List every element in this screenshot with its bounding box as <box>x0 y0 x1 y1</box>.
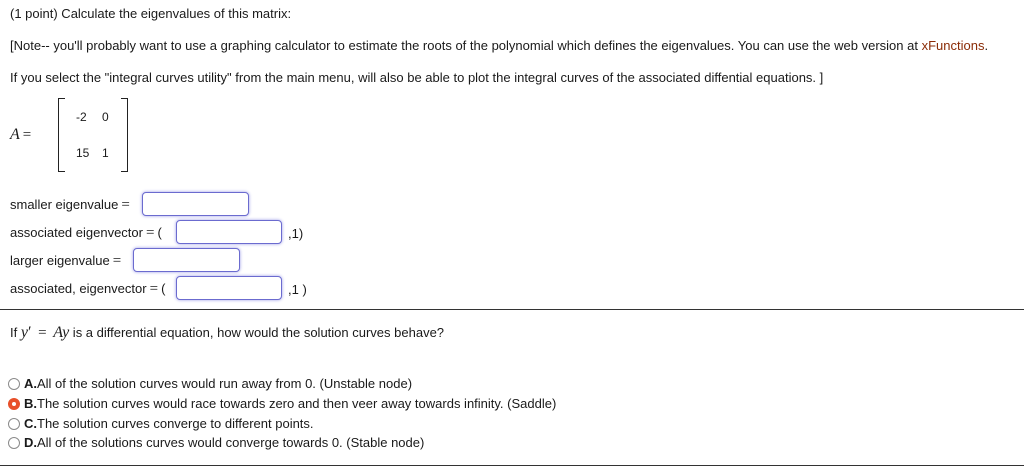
bottom-divider <box>0 465 1024 466</box>
option-d-letter: D. <box>24 435 37 450</box>
matrix-cell-r1c2: 0 <box>102 110 109 124</box>
smaller-equals: = <box>121 197 130 213</box>
eigenvector-1-label <box>10 225 162 242</box>
eigenvector-2-input[interactable] <box>176 276 282 300</box>
eigenvector-1-open-paren: ( <box>157 225 162 240</box>
eigenvector-1-text: associated eigenvector <box>10 225 143 240</box>
matrix-cell-r2c2: 1 <box>102 146 109 160</box>
question-rest: is a differential equation, how would the solution curves behave? <box>69 325 445 340</box>
eigenvector-2-equals: = <box>149 281 159 297</box>
matrix-equals: = <box>22 127 32 143</box>
option-b[interactable] <box>8 396 556 411</box>
eigenvector-1-equals: = <box>145 225 155 241</box>
matrix-right-bracket <box>121 98 128 172</box>
section-divider <box>0 309 1024 310</box>
option-a-text: All of the solution curves would run away from 0. (Unstable node) <box>37 376 413 391</box>
option-c-text: The solution curves converge to different points. <box>37 416 314 431</box>
note-period: . <box>984 38 989 53</box>
question-text <box>10 324 444 342</box>
larger-eigenvalue-label <box>10 253 124 270</box>
radio-b[interactable] <box>8 398 20 410</box>
radio-c[interactable] <box>8 418 20 430</box>
larger-equals: = <box>112 253 122 269</box>
matrix-left-bracket <box>58 98 65 172</box>
problem-title: (1 point) Calculate the eigenvalues of this matrix: <box>10 6 292 21</box>
matrix-name: A <box>10 126 20 143</box>
option-b-letter: B. <box>24 396 37 411</box>
option-c-letter: C. <box>24 416 37 431</box>
eigenvector-2-open-paren: ( <box>161 281 166 296</box>
eigenvector-2-suffix: ,1 ) <box>288 282 307 297</box>
radio-a[interactable] <box>8 378 20 390</box>
option-c[interactable] <box>8 416 314 431</box>
matrix-label <box>10 126 34 144</box>
matrix-cell-r1c1: -2 <box>76 110 87 124</box>
matrix-a <box>58 98 128 172</box>
question-ay: Ay <box>53 324 70 341</box>
option-a-letter: A. <box>24 376 37 391</box>
eigenvector-2-label <box>10 281 165 298</box>
note-line-1 <box>10 38 988 53</box>
question-prime: ′ <box>27 324 32 341</box>
radio-d[interactable] <box>8 437 20 449</box>
smaller-eigenvalue-input[interactable] <box>142 192 249 216</box>
question-y: y <box>20 324 28 341</box>
option-d-text: All of the solutions curves would converge towards 0. (Stable node) <box>37 435 425 450</box>
larger-eigenvalue-text: larger eigenvalue <box>10 253 110 268</box>
smaller-eigenvalue-label <box>10 197 133 214</box>
note-line-2: If you select the "integral curves utility" from the main menu, will also be able to plot the integral curves of the associated diffential equations. ] <box>10 70 824 85</box>
larger-eigenvalue-input[interactable] <box>133 248 240 272</box>
question-equals: = <box>38 325 47 341</box>
smaller-eigenvalue-text: smaller eigenvalue <box>10 197 119 212</box>
eigenvector-1-suffix: ,1) <box>288 226 304 241</box>
option-a[interactable] <box>8 376 412 391</box>
option-b-text: The solution curves would race towards zero and then veer away towards infinity. (Saddle) <box>37 396 557 411</box>
question-prefix: If <box>10 325 18 340</box>
eigenvector-1-input[interactable] <box>176 220 282 244</box>
eigenvector-2-text: associated, eigenvector <box>10 281 147 296</box>
matrix-cell-r2c1: 15 <box>76 146 90 160</box>
xfunctions-link[interactable]: xFunctions <box>921 38 985 53</box>
note-text: [Note-- you'll probably want to use a graphing calculator to estimate the roots of the polynomial which defines the eigenvalues. You can use the web version at <box>10 38 922 53</box>
option-d[interactable] <box>8 435 424 450</box>
